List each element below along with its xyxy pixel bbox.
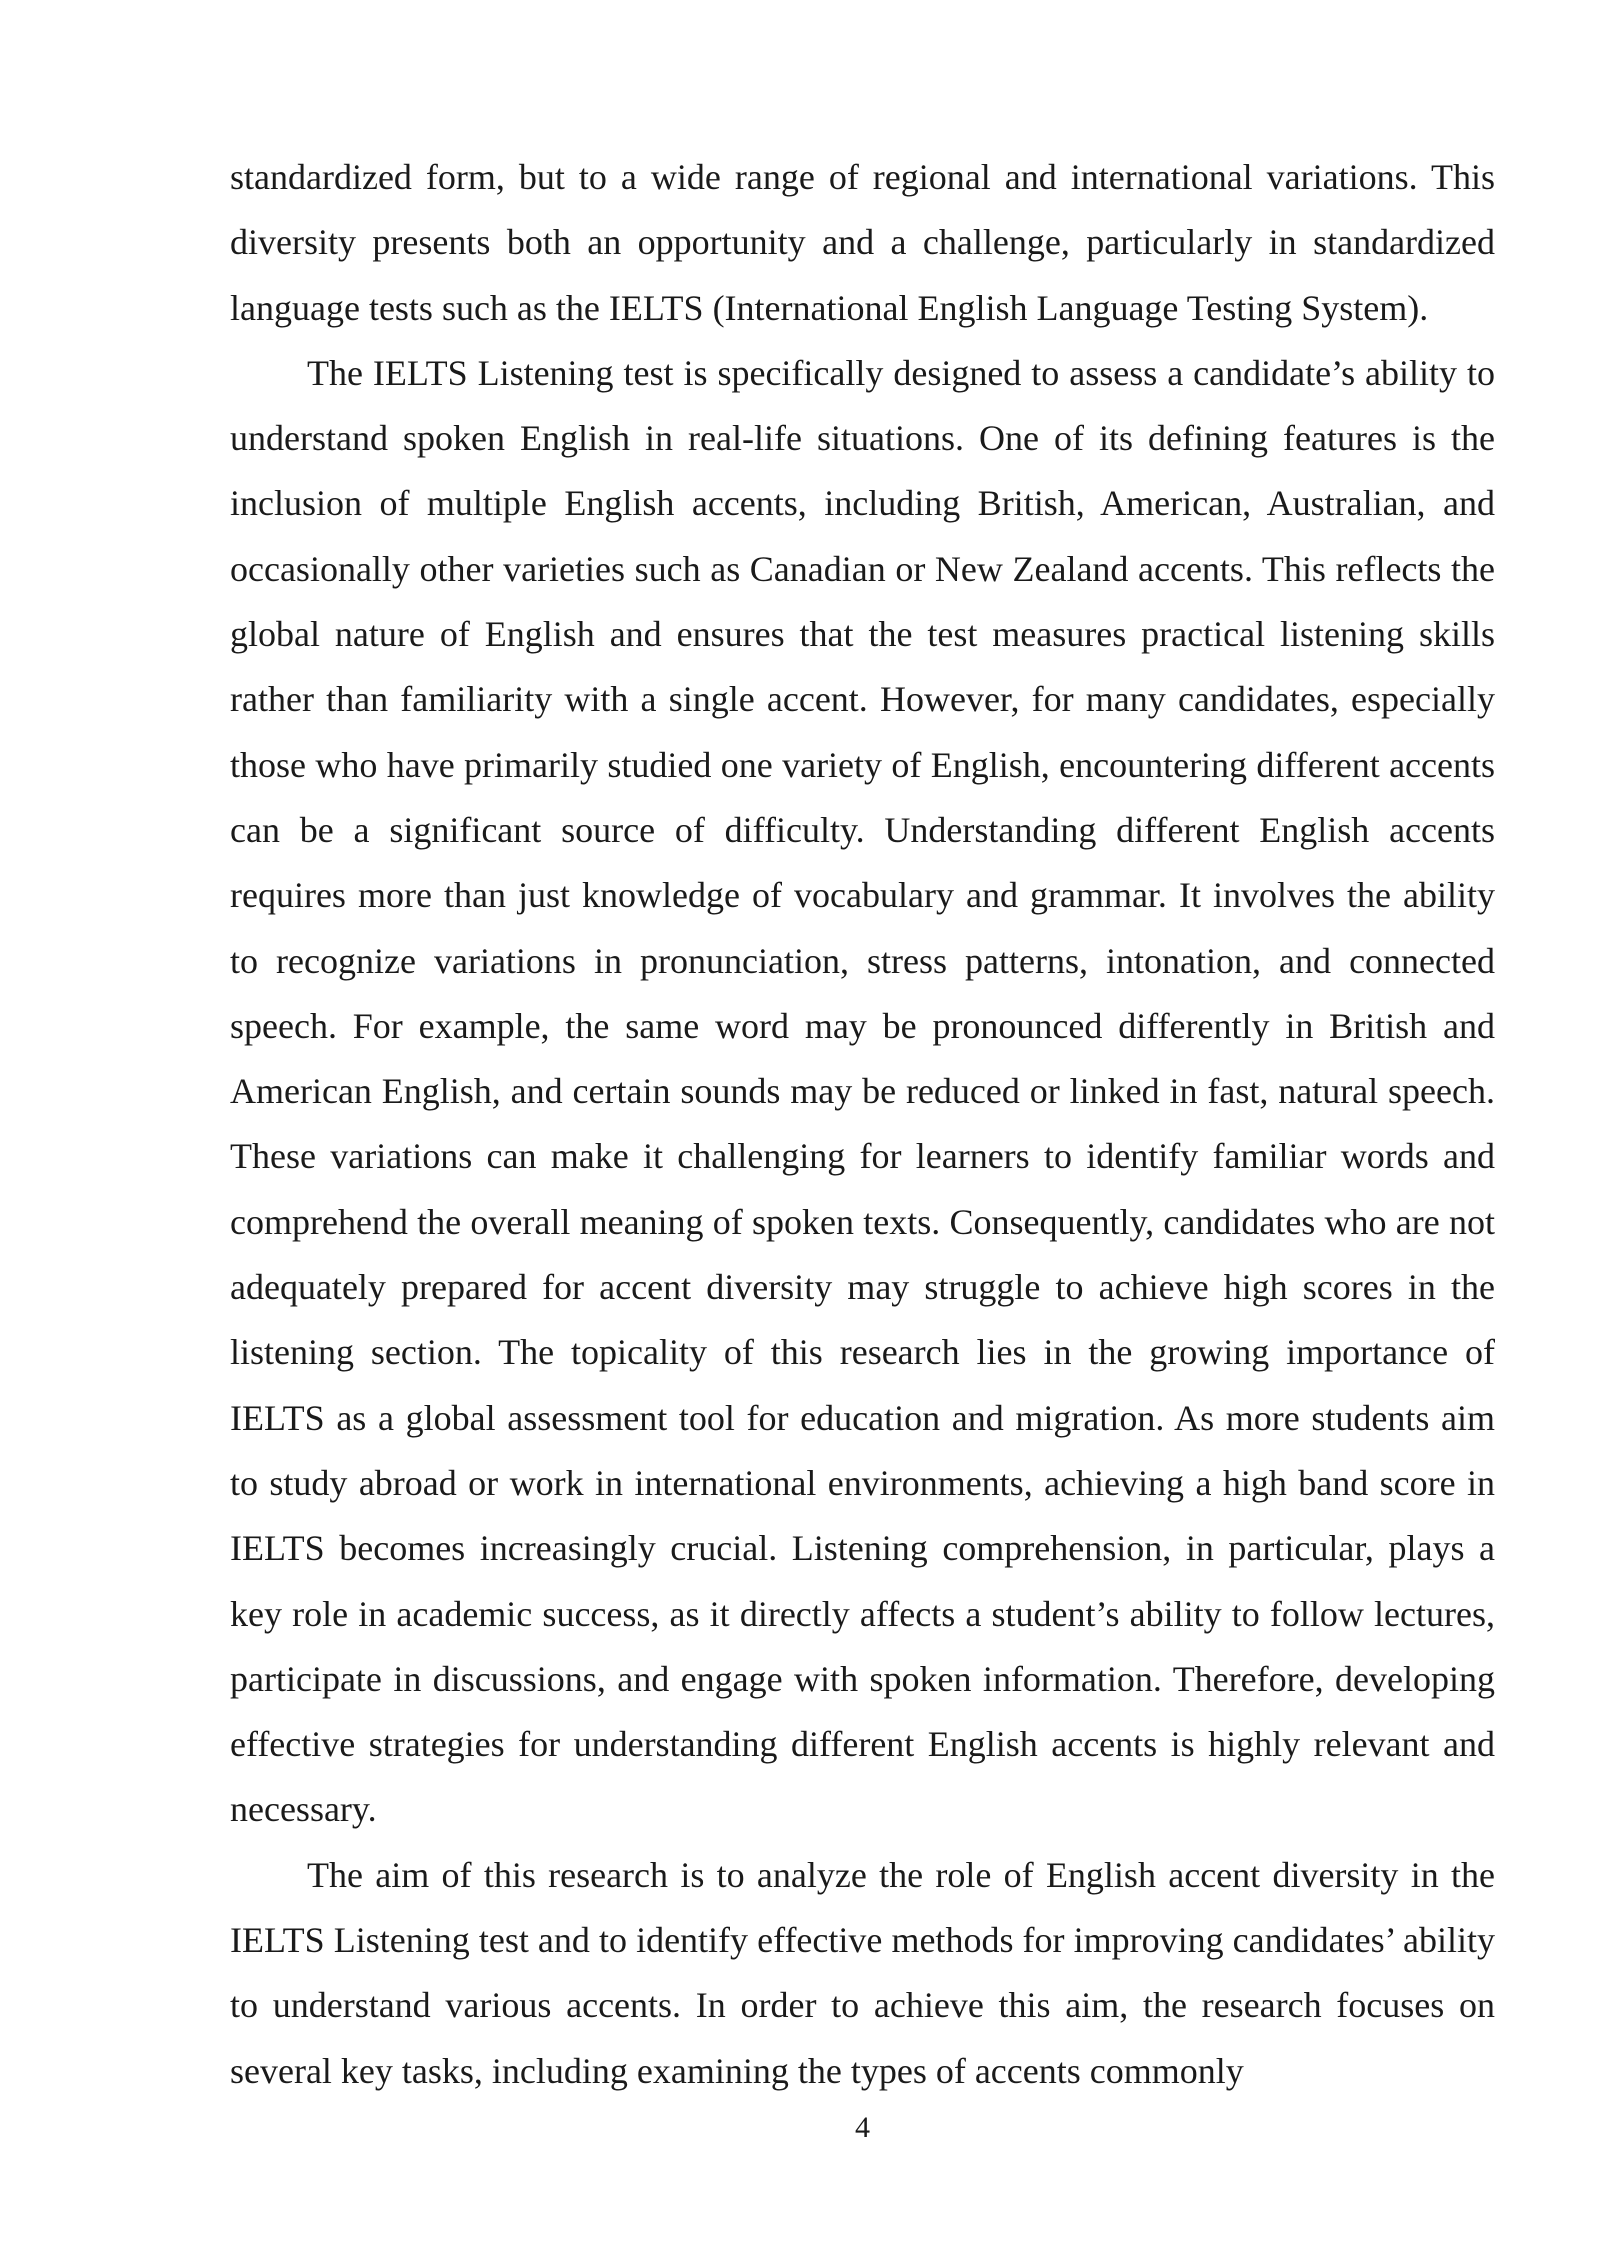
document-body: [230, 145, 1495, 2104]
paragraph-continuation: standardized form, but to a wide range of regional and international variations. This diversity presents both an opportunity and a challenge, particularly in standardized language tests such as the IELTS (International English Language Testing System).: [230, 157, 1495, 328]
page-number: 4: [855, 2111, 870, 2144]
paragraph-ielts-listening: The IELTS Listening test is specifically designed to assess a candidate’s ability to understand spoken English in real-life situations. One of its defining features is the inclusion of multiple English accents, including British, American, Australian, and occasionally other varieties such as Canadian or New Zealand accents. This reflects the global nature of English and ensures that the test measures practical listening skills rather than familiarity with a single accent. However, for many candidates, especially those who have primarily studied one variety of English, encountering different accents can be a significant source of difficulty. Understanding different English accents requires more than just knowledge of vocabulary and grammar. It involves the ability to recognize variations in pronunciation, stress patterns, intonation, and connected speech. For example, the same word may be pronounced differently in British and American English, and certain sounds may be reduced or linked in fast, natural speech. These variations can make it challenging for learners to identify familiar words and comprehend the overall meaning of spoken texts. Consequently, candidates who are not adequately prepared for accent diversity may struggle to achieve high scores in the listening section. The topicality of this research lies in the growing importance of IELTS as a global assessment tool for education and migration. As more students aim to study abroad or work in international environments, achieving a high band score in IELTS becomes increasingly crucial. Listening comprehension, in particular, plays a key role in academic success, as it directly affects a student’s ability to follow lectures, participate in discussions, and engage with spoken information. Therefore, developing effective strategies for understanding different English accents is highly relevant and necessary.: [230, 352, 1495, 1830]
paragraph-research-aim: The aim of this research is to analyze the role of English accent diversity in the IELTS Listening test and to identify effective methods for improving candidates’ ability to understand various accents. In order to achieve this aim, the research focuses on several key tasks, including examining the types of accents commonly: [230, 1854, 1495, 2091]
